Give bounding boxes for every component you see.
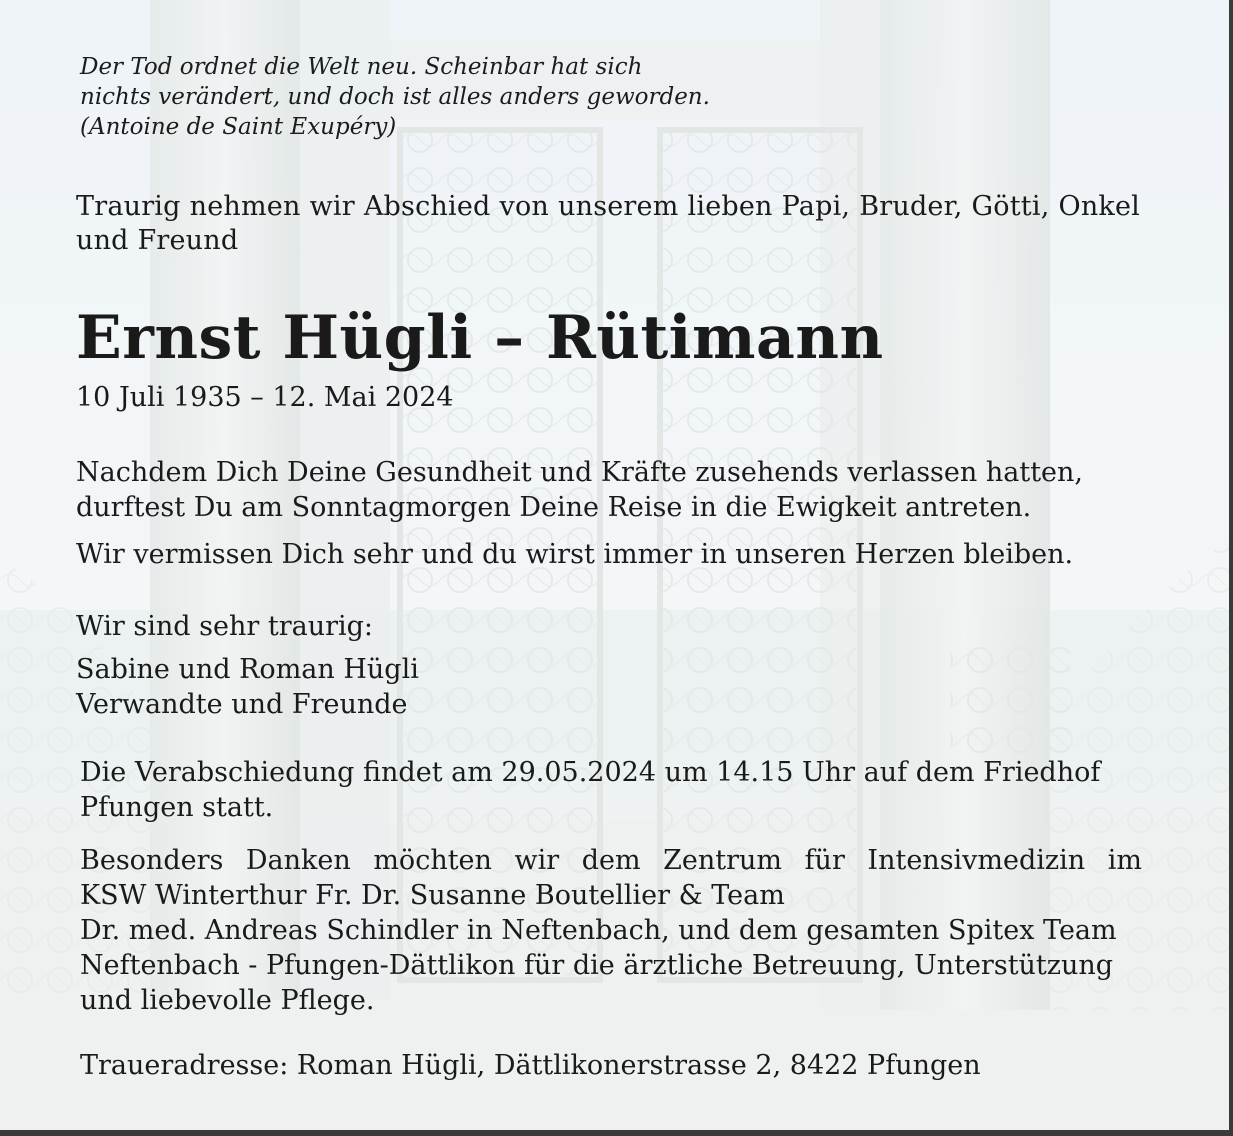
quote-author: (Antoine de Saint Exupéry) [80, 114, 397, 140]
mourner-name: Sabine und Roman Hügli [76, 654, 419, 685]
quote-line: nichts verändert, und doch ist alles anders geworden. [80, 84, 710, 110]
quote-line: Der Tod ordnet die Welt neu. Scheinbar hat sich [80, 54, 643, 80]
life-dates: 10 Juli 1935 – 12. Mai 2024 [76, 382, 454, 413]
ceremony-line: Die Verabschiedung findet am 29.05.2024 um 14.15 Uhr auf dem Friedhof [80, 757, 1101, 788]
mourning-address: Traueradresse: Roman Hügli, Dättlikonerstrasse 2, 8422 Pfungen [80, 1050, 981, 1081]
thanks-line: Besonders Danken möchten wir dem Zentrum für Intensivmedizin im [80, 845, 1142, 876]
message-paragraph [76, 455, 1146, 525]
deceased-name: Ernst Hügli – Rütimann [76, 303, 884, 373]
message-line: Nachdem Dich Deine Gesundheit und Kräfte zusehends verlassen hatten, [76, 457, 1083, 488]
ceremony-line: Pfungen statt. [80, 792, 274, 823]
epigraph-quote [80, 52, 780, 142]
thanks-line: und liebevolle Pflege. [80, 985, 375, 1016]
remembrance-line: Wir vermissen Dich sehr und du wirst immer in unseren Herzen bleiben. [76, 539, 1074, 570]
thanks-line: Dr. med. Andreas Schindler in Neftenbach, und dem gesamten Spitex Team [80, 915, 1117, 946]
acknowledgements [80, 843, 1142, 1018]
mourners-section [76, 609, 676, 722]
thanks-line: KSW Winterthur Fr. Dr. Susanne Boutellier & Team [80, 880, 785, 911]
message-line: durftest Du am Sonntagmorgen Deine Reise in die Ewigkeit antreten. [76, 492, 1032, 523]
thanks-line: Neftenbach - Pfungen-Dättlikon für die ärztliche Betreuung, Unterstützung [80, 950, 1114, 981]
farewell-intro: Traurig nehmen wir Abschied von unserem lieben Papi, Bruder, Götti, Onkel und Freund [76, 191, 1140, 256]
mourners-lead: Wir sind sehr traurig: [76, 611, 374, 642]
mourner-name: Verwandte und Freunde [76, 689, 408, 720]
ceremony-info [80, 755, 1142, 825]
